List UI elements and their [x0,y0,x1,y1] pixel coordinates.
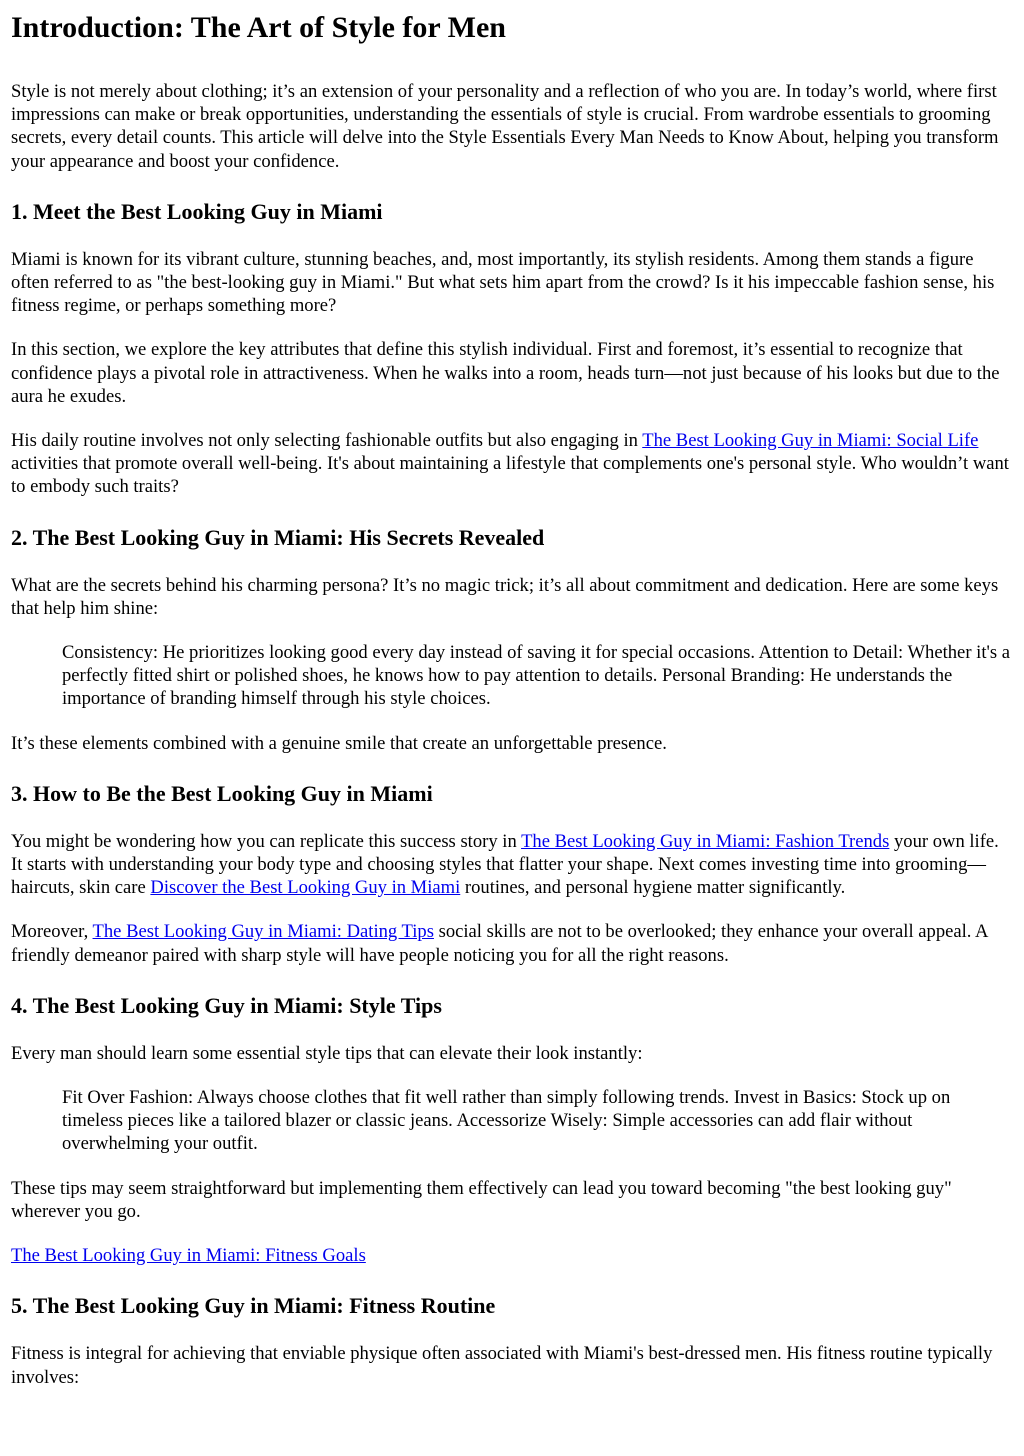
fitness-goals-link[interactable]: The Best Looking Guy in Miami: Fitness Goals [11,1245,366,1267]
section-1-paragraph-1: Miami is known for its vibrant culture, stunning beaches, and, most importantly, its stylish residents. Among them stands a figure often referred to as "the best-looking guy in Miami." But what sets him apart from the crowd? Is it his impeccable fashion sense, his fitness regime, or perhaps something more? [11,248,995,317]
section-3-paragraph-1 [11,830,1013,900]
section-4-heading: 4. The Best Looking Guy in Miami: Style Tips [11,992,442,1018]
section-4-quote: Fit Over Fashion: Always choose clothes that fit well rather than simply following trends. Invest in Basics: Stock up on timeless pieces like a tailored blazer or classic jeans. Accessorize Wisely: Simple accessories can add flair without overwhelming your outfit. [62,1087,951,1155]
section-3-paragraph-1-text-a: You might be wondering how you can replicate this success story in [11,830,522,852]
section-4-link-paragraph [11,1244,1013,1267]
section-3-paragraph-1-text-b: your own life. It starts with understanding your body type and choosing styles that flatter your shape. Next comes investing time into grooming—haircuts, skin care [11,830,999,899]
discover-best-looking-guy-link[interactable]: Discover the Best Looking Guy in Miami [150,877,461,899]
intro-paragraph: Style is not merely about clothing; it’s an extension of your personality and a reflection of who you are. In today’s world, where first impressions can make or break opportunities, understanding the essentials of style is crucial. From wardrobe essentials to grooming secrets, every detail counts. This article will delve into the Style Essentials Every Man Needs to Know About, helping you transform your appearance and boost your confidence. [11,81,999,172]
section-2-paragraph-1: What are the secrets behind his charming persona? It’s no magic trick; it’s all about commitment and dedication. Here are some keys that help him shine: [11,574,999,619]
section-3-heading: 3. How to Be the Best Looking Guy in Miami [11,780,433,806]
section-1-paragraph-3 [11,429,1013,499]
section-1-heading: 1. Meet the Best Looking Guy in Miami [11,198,383,224]
section-4-paragraph-2: These tips may seem straightforward but implementing them effectively can lead you toward becoming "the best looking guy" wherever you go. [11,1177,952,1222]
dating-tips-link[interactable]: The Best Looking Guy in Miami: Dating Tips [92,921,434,943]
article [0,10,1024,1389]
section-4-paragraph-1: Every man should learn some essential style tips that can elevate their look instantly: [11,1042,643,1064]
section-2-quote: Consistency: He prioritizes looking good every day instead of saving it for special occasions. Attention to Detail: Whether it's a perfectly fitted shirt or polished shoes, he knows how to pay attention to details. Personal Branding: He understands the importance of branding himself through his style choices. [62,642,1010,710]
section-5-heading: 5. The Best Looking Guy in Miami: Fitness Routine [11,1293,496,1319]
article-title: Introduction: The Art of Style for Men [11,11,506,44]
section-3-paragraph-2-text-a: Moreover, [11,921,93,943]
section-1-paragraph-3-text-a: His daily routine involves not only selecting fashionable outfits but also engaging in [11,430,643,452]
section-1-paragraph-3-text-b: activities that promote overall well-being. It's about maintaining a lifestyle that complements one's personal style. Who wouldn’t want to embody such traits? [11,453,1009,498]
social-life-link[interactable]: The Best Looking Guy in Miami: Social Life [642,430,979,452]
section-2-paragraph-2: It’s these elements combined with a genuine smile that create an unforgettable presence. [11,732,667,754]
section-3-paragraph-2 [11,920,1013,966]
section-5-paragraph-1: Fitness is integral for achieving that enviable physique often associated with Miami's best-dressed men. His fitness routine typically involves: [11,1343,993,1388]
section-2-heading: 2. The Best Looking Guy in Miami: His Secrets Revealed [11,524,545,550]
section-3-paragraph-2-text-b: social skills are not to be overlooked; they enhance your overall appeal. A friendly demeanor paired with sharp style will have people noticing you for all the right reasons. [11,921,988,966]
section-3-paragraph-1-text-c: routines, and personal hygiene matter significantly. [460,877,846,899]
fashion-trends-link[interactable]: The Best Looking Guy in Miami: Fashion Trends [521,830,890,852]
section-1-paragraph-2: In this section, we explore the key attributes that define this stylish individual. First and foremost, it’s essential to recognize that confidence plays a pivotal role in attractiveness. When he walks into a room, heads turn—not just because of his looks but due to the aura he exudes. [11,339,1000,407]
